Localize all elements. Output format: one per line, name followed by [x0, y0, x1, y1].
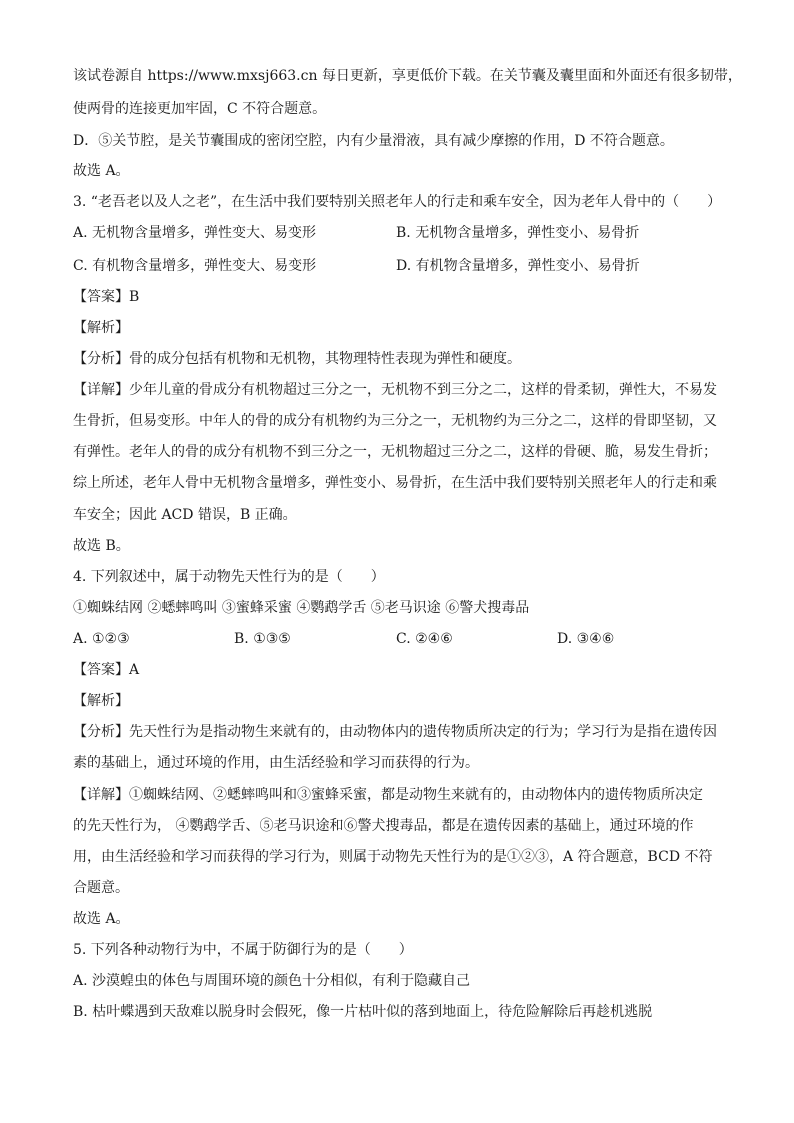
q3-detail-line: 【详解】少年儿童的骨成分有机物超过三分之一，无机物不到三分之二，这样的骨柔韧，弹性大，不易发: [73, 382, 717, 398]
q4-fenxi-line: 【分析】先天性行为是指动物生来就有的，由动物体内的遗传物质所决定的行为；学习行为是指在遗传因: [73, 724, 717, 740]
question-4-stem: 4. 下列叙述中，属于动物先天性行为的是（ ）: [73, 569, 385, 585]
q4-conclusion: 故选 A。: [73, 911, 130, 927]
q4-detail-line: 【详解】①蜘蛛结网、②蟋蟀鸣叫和③蜜蜂采蜜，都是动物生来就有的，由动物体内的遗传物质所决定: [73, 787, 703, 803]
conclusion-line: 故选 A。: [73, 163, 130, 179]
q4-answer: 【答案】A: [73, 662, 140, 678]
q3-analysis-label: 【解析】: [73, 320, 129, 336]
question-5-stem: 5. 下列各种动物行为中，不属于防御行为的是（ ）: [73, 942, 413, 958]
q3-option-d: D. 有机物含量增多，弹性变小、易骨折: [396, 258, 640, 274]
text-line: 使两骨的连接更加牢固，C 不符合题意。: [73, 101, 327, 117]
q3-answer: 【答案】B: [73, 289, 140, 305]
q3-detail-line: 有弹性。老年人的骨的成分有机物不到三分之一，无机物超过三分之二，这样的骨硬、脆，易发生骨折；: [73, 444, 717, 460]
q4-analysis-label: 【解析】: [73, 693, 129, 709]
text-line: D．⑤关节腔，是关节囊围成的密闭空腔，内有少量滑液，具有减少摩擦的作用，D 不符合题意。: [73, 133, 674, 149]
q5-option-b: B. 枯叶蝶遇到天敌难以脱身时会假死，像一片枯叶似的落到地面上，待危险解除后再趁机逃脱: [73, 1004, 653, 1020]
q3-detail-line: 综上所述，老年人骨中无机物含量增多，弹性变小、易骨折，在生活中我们要特别关照老年人的行走和乘: [73, 475, 717, 491]
q4-fenxi-line: 素的基础上，通过环境的作用，由生活经验和学习而获得的行为。: [73, 755, 479, 771]
q3-fenxi: 【分析】骨的成分包括有机物和无机物，其物理特性表现为弹性和硬度。: [73, 351, 521, 367]
q4-detail-line: 用，由生活经验和学习而获得的学习行为，则属于动物先天性行为的是①②③，A 符合题意，BCD 不符: [73, 849, 713, 865]
q3-option-c: C. 有机物含量增多，弹性变大、易变形: [73, 258, 317, 274]
q4-option-d: D. ③④⑥: [557, 631, 615, 647]
q3-option-a: A. 无机物含量增多，弹性变大、易变形: [73, 225, 317, 241]
question-3-stem: 3. “老吾老以及人之老”，在生活中我们要特别关照老年人的行走和乘车安全，因为老年人骨中的（ ）: [73, 194, 722, 210]
q4-option-a: A. ①②③: [73, 631, 130, 647]
q4-option-b: B. ①③⑤: [234, 631, 291, 647]
source-line: 该试卷源自 https://www.mxsj663.cn 每日更新，享更低价下载。在关节囊及囊里面和外面还有很多韧带，: [73, 68, 742, 84]
q5-option-a: A. 沙漠蝗虫的体色与周围环境的颜色十分相似，有利于隐藏自己: [73, 973, 471, 989]
q3-conclusion: 故选 B。: [73, 538, 130, 554]
q4-detail-line: 合题意。: [73, 880, 129, 896]
q4-items: ①蜘蛛结网 ②蟋蟀鸣叫 ③蜜蜂采蜜 ④鹦鹉学舌 ⑤老马识途 ⑥警犬搜毒品: [73, 600, 530, 616]
q3-detail-line: 车安全；因此 ACD 错误，B 正确。: [73, 507, 297, 523]
q4-option-c: C. ②④⑥: [396, 631, 453, 647]
q3-option-b: B. 无机物含量增多，弹性变小、易骨折: [396, 225, 640, 241]
q4-detail-line: 的先天性行为， ④鹦鹉学舌、⑤老马识途和⑥警犬搜毒品，都是在遗传因素的基础上，通过环境的作: [73, 818, 694, 834]
q3-detail-line: 生骨折，但易变形。中年人的骨的成分有机物约为三分之一，无机物约为三分之二，这样的骨即坚韧，又: [73, 413, 717, 429]
